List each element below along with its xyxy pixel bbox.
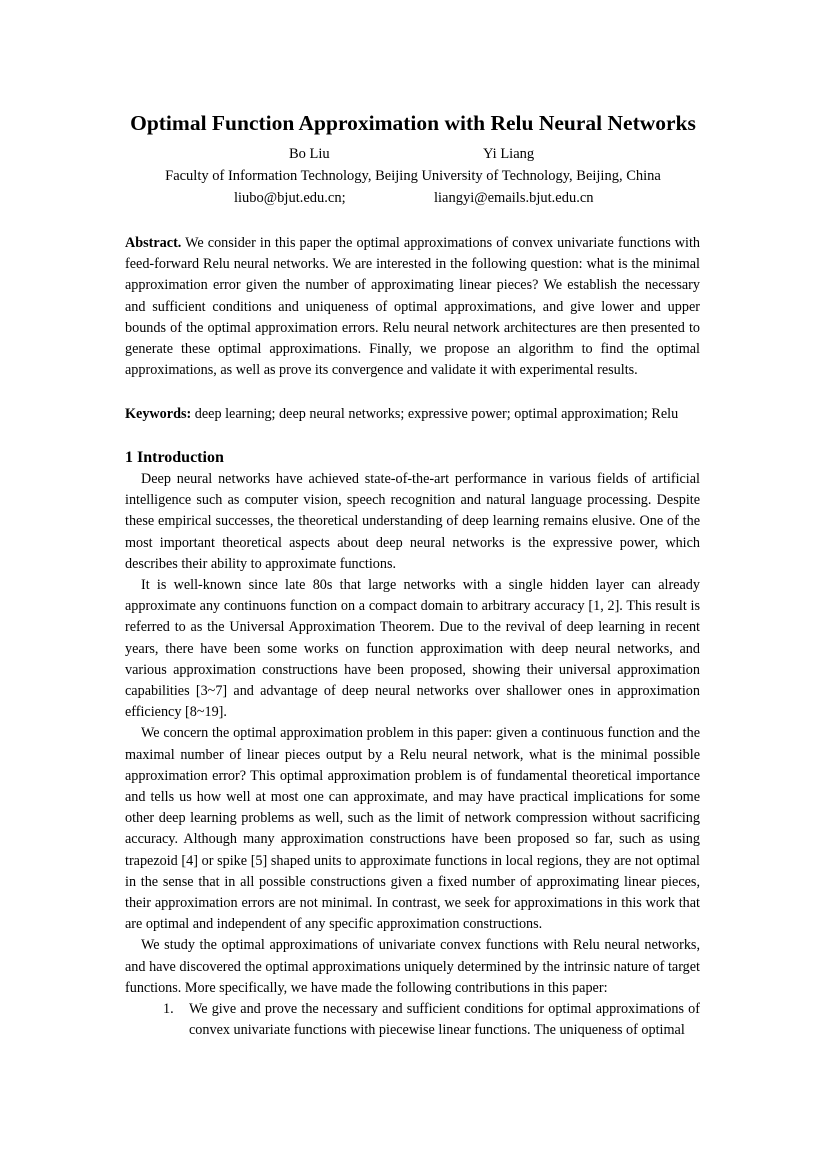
keywords-text: deep learning; deep neural networks; expressive power; optimal approximation; Relu	[194, 406, 679, 422]
paragraph: Deep neural networks have achieved state-of-the-art performance in various fields of artificial intelligence such as computer vision, speech recognition and natural language processing. Despite these empirical successes, the theoretical understanding of deep learning remains elusive. One of the most important theoretical aspects about deep neural networks is the expressive power, which describes their ability to approximate functions.	[125, 471, 700, 572]
list-item-number: 1.	[163, 1001, 174, 1018]
abstract-label: Abstract.	[125, 235, 182, 251]
abstract-text: We consider in this paper the optimal approximations of convex univariate functions with feed-forward Relu neural networks. We are interested in the following question: what is the minimal approximation error given the number of approximating linear pieces? We establish the necessary and sufficient conditions and uniqueness of optimal approximations, and give lower and upper bounds of the optimal approximation errors. Relu neural network architectures are then presented to generate these optimal approximations. Finally, we propose an algorithm to find the optimal approximations, as well as prove its convergence and validate it with experimental results.	[125, 235, 700, 379]
list-item-text: We give and prove the necessary and sufficient conditions for optimal approximations of convex univariate functions with piecewise linear functions. The uniqueness of optimal	[189, 1001, 700, 1039]
authors-line	[0, 146, 826, 166]
contributions-list	[125, 999, 700, 1041]
author-email: liubo@bjut.edu.cn;	[234, 190, 346, 206]
keywords-label: Keywords:	[125, 406, 192, 422]
list-item	[163, 999, 700, 1041]
introduction-body	[125, 469, 700, 1041]
paragraph: It is well-known since late 80s that large networks with a single hidden layer can already approximate any continuons function on a compact domain to arbitrary accuracy [1, 2]. This result is referred to as the Universal Approximation Theorem. Due to the revival of deep learning in recent years, there have been some works on function approximation with deep neural networks, and various approximation constructions have been proposed, showing their universal approximation capabilities [3~7] and advantage of deep neural networks over shallower ones in approximation efficiency [8~19].	[125, 577, 700, 721]
author-email: liangyi@emails.bjut.edu.cn	[434, 190, 594, 206]
paragraph: We concern the optimal approximation problem in this paper: given a continuous function and the maximal number of linear pieces output by a Relu neural network, what is the minimal possible approximation error? This optimal approximation problem is of fundamental theoretical importance and tells us how well at most one can approximate, and may have practical implications for some other deep learning problems as well, such as the limit of network compression without sacrificing accuracy. Although many approximation constructions have been proposed so far, such as using trapezoid [4] or spike [5] shaped units to approximate functions in local regions, they are not optimal in the sense that in all possible constructions given a fixed number of approximating linear pieces, their approximation errors are not minimal. In contrast, we seek for approximations in this work that are optimal and independent of any specific approximation constructions.	[125, 725, 700, 933]
paper-title: Optimal Function Approximation with Relu Neural Networks	[130, 111, 696, 135]
keywords	[125, 404, 700, 425]
emails-line	[0, 190, 826, 210]
paragraph: We study the optimal approximations of univariate convex functions with Relu neural networks, and have discovered the optimal approximations uniquely determined by the intrinsic nature of target functions. More specifically, we have made the following contributions in this paper:	[125, 937, 700, 996]
abstract	[125, 233, 700, 381]
author-name: Bo Liu	[289, 146, 330, 162]
affiliation: Faculty of Information Technology, Beijing University of Technology, Beijing, China	[165, 168, 661, 184]
author-name: Yi Liang	[483, 146, 535, 162]
section-heading: 1 Introduction	[125, 449, 224, 466]
